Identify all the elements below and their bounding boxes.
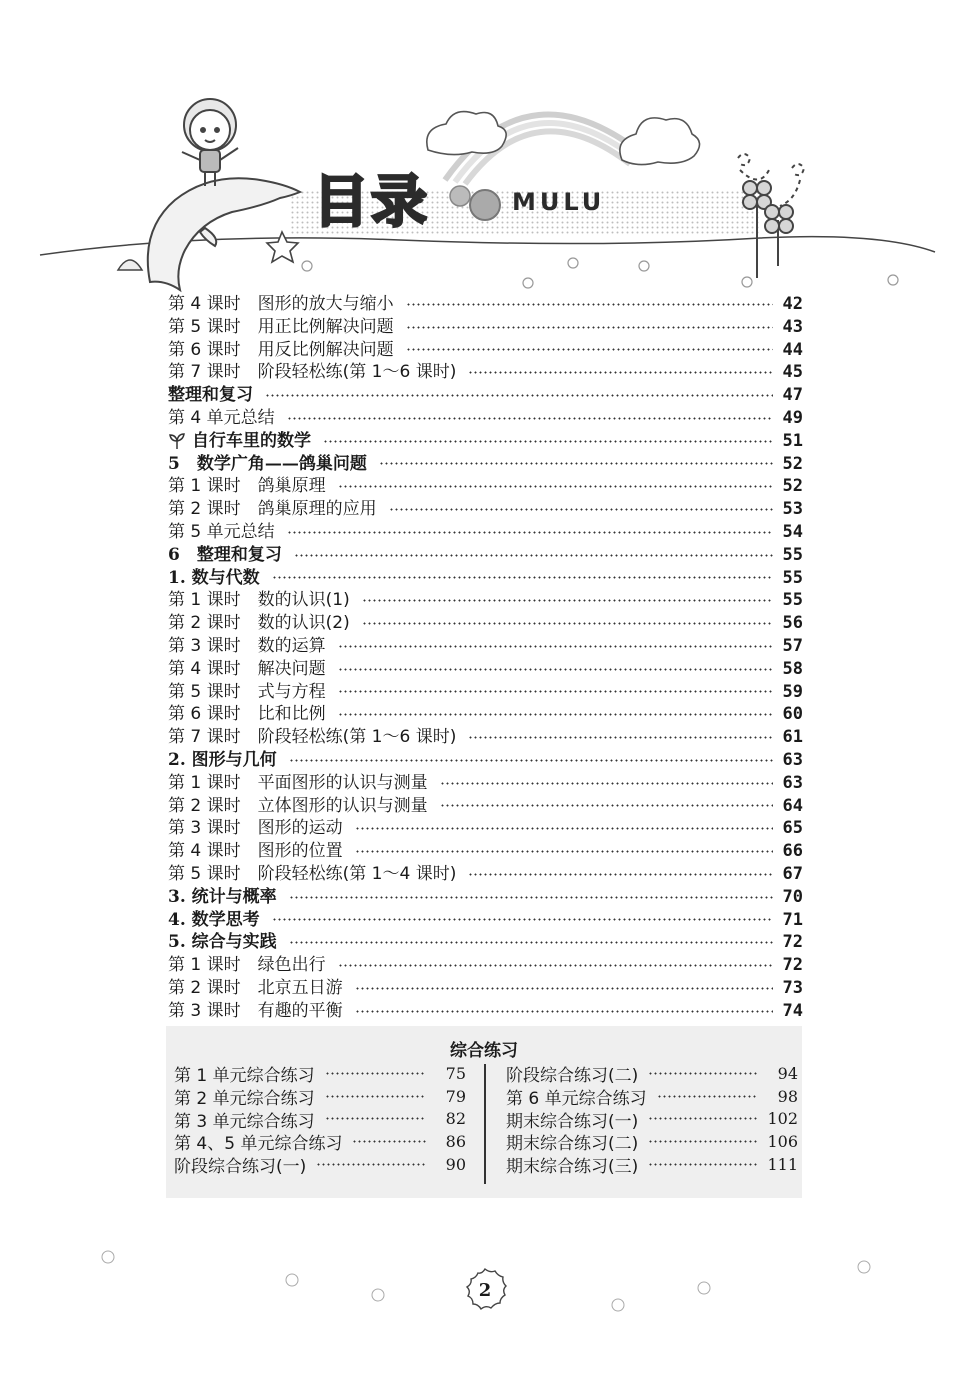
dot-leader — [323, 440, 773, 443]
summary-row-page: 102 — [767, 1109, 798, 1129]
toc-row — [168, 749, 803, 772]
toc-row-label — [168, 977, 349, 1000]
toc-row — [168, 384, 803, 407]
toc-row — [168, 430, 803, 453]
toc-row — [168, 795, 803, 818]
summary-row — [506, 1085, 798, 1108]
summary-row-label: 阶段综合练习(二) — [506, 1065, 639, 1086]
dot-leader — [406, 348, 773, 351]
summary-row-page: 82 — [445, 1109, 466, 1129]
toc-row-page: 43 — [782, 316, 803, 337]
toc-row-page: 42 — [782, 294, 803, 314]
dot-leader — [294, 554, 773, 557]
toc-row-label — [168, 749, 283, 772]
toc-row-label — [168, 931, 283, 954]
toc-row-label — [168, 840, 349, 863]
toc-row-label — [168, 817, 349, 840]
toc-row-page: 56 — [782, 613, 803, 634]
flower-icon — [606, 1293, 630, 1317]
dot-leader — [362, 622, 773, 625]
toc-row-label — [168, 430, 317, 453]
toc-row-text: 5. 综合与实践 — [168, 932, 277, 953]
toc-row-text: 第 3 课时 图形的运动 — [168, 818, 343, 839]
dot-leader — [468, 736, 773, 739]
flower-icon — [852, 1255, 876, 1279]
toc-row-label — [168, 635, 332, 658]
toc-row-label — [168, 703, 332, 726]
summary-row-page: 90 — [445, 1155, 466, 1175]
toc-row-page: 61 — [782, 727, 803, 748]
dot-leader — [355, 987, 773, 990]
toc-row-text: 5 数学广角——鸽巢问题 — [168, 453, 367, 474]
toc-row-label — [168, 384, 259, 407]
dot-leader — [289, 896, 773, 899]
toc-row-text: 第 2 课时 数的认识(2) — [168, 613, 350, 634]
toc-row-text: 第 3 课时 数的运算 — [168, 635, 326, 656]
toc-row-label — [168, 316, 400, 339]
toc-row — [168, 544, 803, 567]
toc-row-label — [168, 293, 400, 316]
toc-row — [168, 521, 803, 544]
summary-row-label: 期末综合练习(三) — [506, 1157, 639, 1178]
dot-leader — [352, 1140, 426, 1143]
toc-row-text: 第 5 课时 阶段轻松练(第 1～4 课时) — [168, 863, 457, 884]
page-number — [462, 1267, 508, 1313]
summary-row-page: 94 — [777, 1063, 798, 1083]
toc-row-page: 57 — [782, 635, 803, 656]
toc-row-label — [168, 795, 434, 818]
dot-leader — [325, 1072, 426, 1075]
toc-row-page: 53 — [782, 499, 803, 520]
summary-divider — [484, 1064, 486, 1184]
toc-row-page: 54 — [782, 521, 803, 542]
toc-row-text: 第 4 课时 解决问题 — [168, 658, 326, 679]
dot-leader — [355, 827, 773, 830]
title-chinese: 目录 — [313, 170, 429, 235]
dot-leader — [406, 303, 773, 306]
toc-row-label — [168, 954, 332, 977]
dot-leader — [648, 1072, 758, 1075]
dot-leader — [468, 371, 773, 374]
dot-leader — [289, 941, 773, 944]
flower-icon — [692, 1276, 716, 1300]
header-illustration — [0, 0, 979, 300]
summary-row-label: 第 4、5 单元综合练习 — [174, 1134, 343, 1155]
flower-icon — [366, 1283, 390, 1307]
toc-row — [168, 339, 803, 362]
toc-row-text: 整理和复习 — [168, 385, 253, 406]
dot-leader — [287, 417, 773, 420]
toc-row — [168, 817, 803, 840]
toc-row-text: 第 1 课时 数的认识(1) — [168, 590, 350, 611]
toc-row-page: 47 — [782, 385, 803, 406]
toc-row-page: 59 — [782, 681, 803, 702]
toc-row-page: 45 — [782, 362, 803, 383]
summary-row — [174, 1108, 466, 1131]
toc-row-page: 64 — [782, 795, 803, 816]
toc-row — [168, 453, 803, 476]
toc-row-text: 6 整理和复习 — [168, 544, 282, 565]
toc-row-label — [168, 909, 266, 932]
page-title — [305, 152, 625, 242]
toc-row — [168, 589, 803, 612]
toc-row-page: 51 — [782, 430, 803, 451]
dot-leader — [338, 713, 773, 716]
summary-row — [174, 1153, 466, 1176]
toc-row-page: 52 — [782, 453, 803, 474]
toc-row-label — [168, 567, 266, 590]
toc-row — [168, 475, 803, 498]
toc-row — [168, 658, 803, 681]
toc-row-page: 55 — [782, 590, 803, 611]
summary-left-column — [174, 1062, 466, 1176]
toc-row — [168, 886, 803, 909]
toc-row — [168, 635, 803, 658]
dot-leader — [338, 645, 773, 648]
summary-row-label: 阶段综合练习(一) — [174, 1157, 307, 1178]
dot-leader — [338, 964, 773, 967]
dot-leader — [338, 668, 773, 671]
summary-row-page: 106 — [767, 1132, 798, 1152]
toc-row — [168, 567, 803, 590]
dot-leader — [648, 1140, 758, 1143]
summary-row-label: 第 6 单元综合练习 — [506, 1088, 647, 1109]
toc-row — [168, 772, 803, 795]
toc-row-text: 第 4 课时 图形的放大与缩小 — [168, 294, 394, 314]
toc-row-text: 第 7 课时 阶段轻松练(第 1～6 课时) — [168, 727, 457, 748]
summary-row-label: 第 3 单元综合练习 — [174, 1111, 315, 1132]
toc-row — [168, 681, 803, 704]
toc-row-text: 第 1 课时 平面图形的认识与测量 — [168, 772, 428, 793]
toc-row — [168, 361, 803, 384]
dot-leader — [355, 1010, 773, 1013]
toc-row-page: 72 — [782, 932, 803, 953]
dot-leader — [648, 1163, 758, 1166]
summary-row — [174, 1085, 466, 1108]
toc-row-text: 第 5 课时 用正比例解决问题 — [168, 316, 394, 337]
toc-row — [168, 407, 803, 430]
toc-row-text: 第 2 课时 鸽巢原理的应用 — [168, 499, 377, 520]
toc-row — [168, 293, 803, 316]
dot-leader — [468, 873, 773, 876]
toc-row-page: 65 — [782, 818, 803, 839]
summary-row-page: 111 — [767, 1155, 798, 1175]
toc-row-text: 3. 统计与概率 — [168, 886, 277, 907]
page-number-text: 2 — [478, 1279, 492, 1301]
toc-row-text: 第 6 课时 用反比例解决问题 — [168, 339, 394, 360]
toc-row — [168, 840, 803, 863]
dot-leader — [406, 326, 773, 329]
toc-row-label — [168, 521, 281, 544]
toc-row-label — [168, 498, 383, 521]
toc-row-label — [168, 612, 356, 635]
title-latin: MULU — [512, 188, 606, 216]
toc-row-label — [168, 863, 462, 886]
toc-row-text: 自行车里的数学 — [192, 430, 311, 451]
toc-row-page: 63 — [782, 749, 803, 770]
toc-row — [168, 977, 803, 1000]
summary-row-page: 98 — [777, 1086, 798, 1106]
toc-row-text: 第 7 课时 阶段轻松练(第 1～6 课时) — [168, 362, 457, 383]
dot-leader — [325, 1095, 426, 1098]
summary-row-label: 期末综合练习(二) — [506, 1134, 639, 1155]
toc-row — [168, 909, 803, 932]
summary-row — [174, 1062, 466, 1085]
toc-row-page: 72 — [782, 955, 803, 976]
toc-row-label — [168, 772, 434, 795]
toc-row-label — [168, 589, 356, 612]
dot-leader — [265, 394, 773, 397]
summary-row — [506, 1108, 798, 1131]
toc-row-label — [168, 475, 332, 498]
summary-row — [506, 1153, 798, 1176]
summary-title: 综合练习 — [450, 1041, 518, 1061]
toc-row-text: 第 3 课时 有趣的平衡 — [168, 1000, 343, 1021]
dot-leader — [379, 462, 773, 465]
toc-row-text: 1. 数与代数 — [168, 567, 260, 588]
toc-row-page: 55 — [782, 567, 803, 588]
toc-row — [168, 863, 803, 886]
dot-leader — [362, 599, 773, 602]
dot-leader — [355, 850, 773, 853]
toc-row-label — [168, 339, 400, 362]
dot-leader — [338, 690, 773, 693]
dot-leader — [440, 804, 773, 807]
toc-row-text: 第 4 课时 图形的位置 — [168, 841, 343, 862]
toc-row — [168, 316, 803, 339]
toc-row-page: 67 — [782, 863, 803, 884]
toc-row-text: 第 1 课时 绿色出行 — [168, 955, 326, 976]
toc-row — [168, 703, 803, 726]
toc-row-label — [168, 407, 281, 430]
toc-row-text: 第 1 课时 鸽巢原理 — [168, 476, 326, 497]
toc-row — [168, 1000, 803, 1023]
dot-leader — [272, 576, 773, 579]
summary-row-page: 86 — [445, 1132, 466, 1152]
toc-row-label — [168, 453, 373, 476]
toc-row-page: 70 — [782, 886, 803, 907]
toc-row-text: 第 2 课时 立体图形的认识与测量 — [168, 795, 428, 816]
toc-row — [168, 612, 803, 635]
toc-row-text: 第 5 单元总结 — [168, 521, 275, 542]
dot-leader — [287, 531, 773, 534]
summary-row-label: 期末综合练习(一) — [506, 1111, 639, 1132]
toc-row-text: 第 6 课时 比和比例 — [168, 704, 326, 725]
toc-row-page: 58 — [782, 658, 803, 679]
flower-icon — [96, 1245, 120, 1269]
dot-leader — [440, 782, 773, 785]
dot-leader — [338, 485, 773, 488]
dot-leader — [325, 1117, 426, 1120]
toc-row-text: 第 2 课时 北京五日游 — [168, 977, 343, 998]
toc-row-page: 44 — [782, 339, 803, 360]
toc-list — [168, 293, 803, 1023]
summary-row-label: 第 1 单元综合练习 — [174, 1065, 315, 1086]
dot-leader — [657, 1095, 758, 1098]
toc-row-label — [168, 886, 283, 909]
summary-row — [174, 1130, 466, 1153]
toc-row-label — [168, 681, 332, 704]
toc-row-page: 71 — [782, 909, 803, 930]
toc-row-label — [168, 726, 462, 749]
toc-row-page: 60 — [782, 704, 803, 725]
flower-icon — [280, 1268, 304, 1292]
dot-leader — [389, 508, 773, 511]
toc-row-label — [168, 1000, 349, 1023]
toc-row-label — [168, 361, 462, 384]
toc-row-text: 4. 数学思考 — [168, 909, 260, 930]
dot-leader — [272, 918, 773, 921]
toc-row — [168, 931, 803, 954]
toc-row-page: 55 — [782, 544, 803, 565]
summary-row-label: 第 2 单元综合练习 — [174, 1088, 315, 1109]
toc-row-label — [168, 658, 332, 681]
summary-row — [506, 1062, 798, 1085]
toc-row-page: 74 — [782, 1000, 803, 1021]
summary-row — [506, 1130, 798, 1153]
dot-leader — [316, 1163, 426, 1166]
toc-row-text: 第 4 单元总结 — [168, 407, 275, 428]
toc-row-page: 73 — [782, 977, 803, 998]
summary-row-page: 75 — [445, 1063, 466, 1083]
summary-panel — [166, 1026, 802, 1198]
toc-row — [168, 498, 803, 521]
toc-row-page: 49 — [782, 407, 803, 428]
toc-row-page: 66 — [782, 841, 803, 862]
toc-row-text: 第 5 课时 式与方程 — [168, 681, 326, 702]
dot-leader — [648, 1117, 758, 1120]
toc-row-page: 63 — [782, 772, 803, 793]
sprout-icon — [168, 431, 192, 451]
toc-row-label — [168, 544, 288, 567]
toc-row — [168, 954, 803, 977]
toc-row-page: 52 — [782, 476, 803, 497]
dot-leader — [289, 759, 773, 762]
summary-right-column — [506, 1062, 798, 1176]
summary-row-page: 79 — [445, 1086, 466, 1106]
toc-row — [168, 726, 803, 749]
toc-row-text: 2. 图形与几何 — [168, 749, 277, 770]
